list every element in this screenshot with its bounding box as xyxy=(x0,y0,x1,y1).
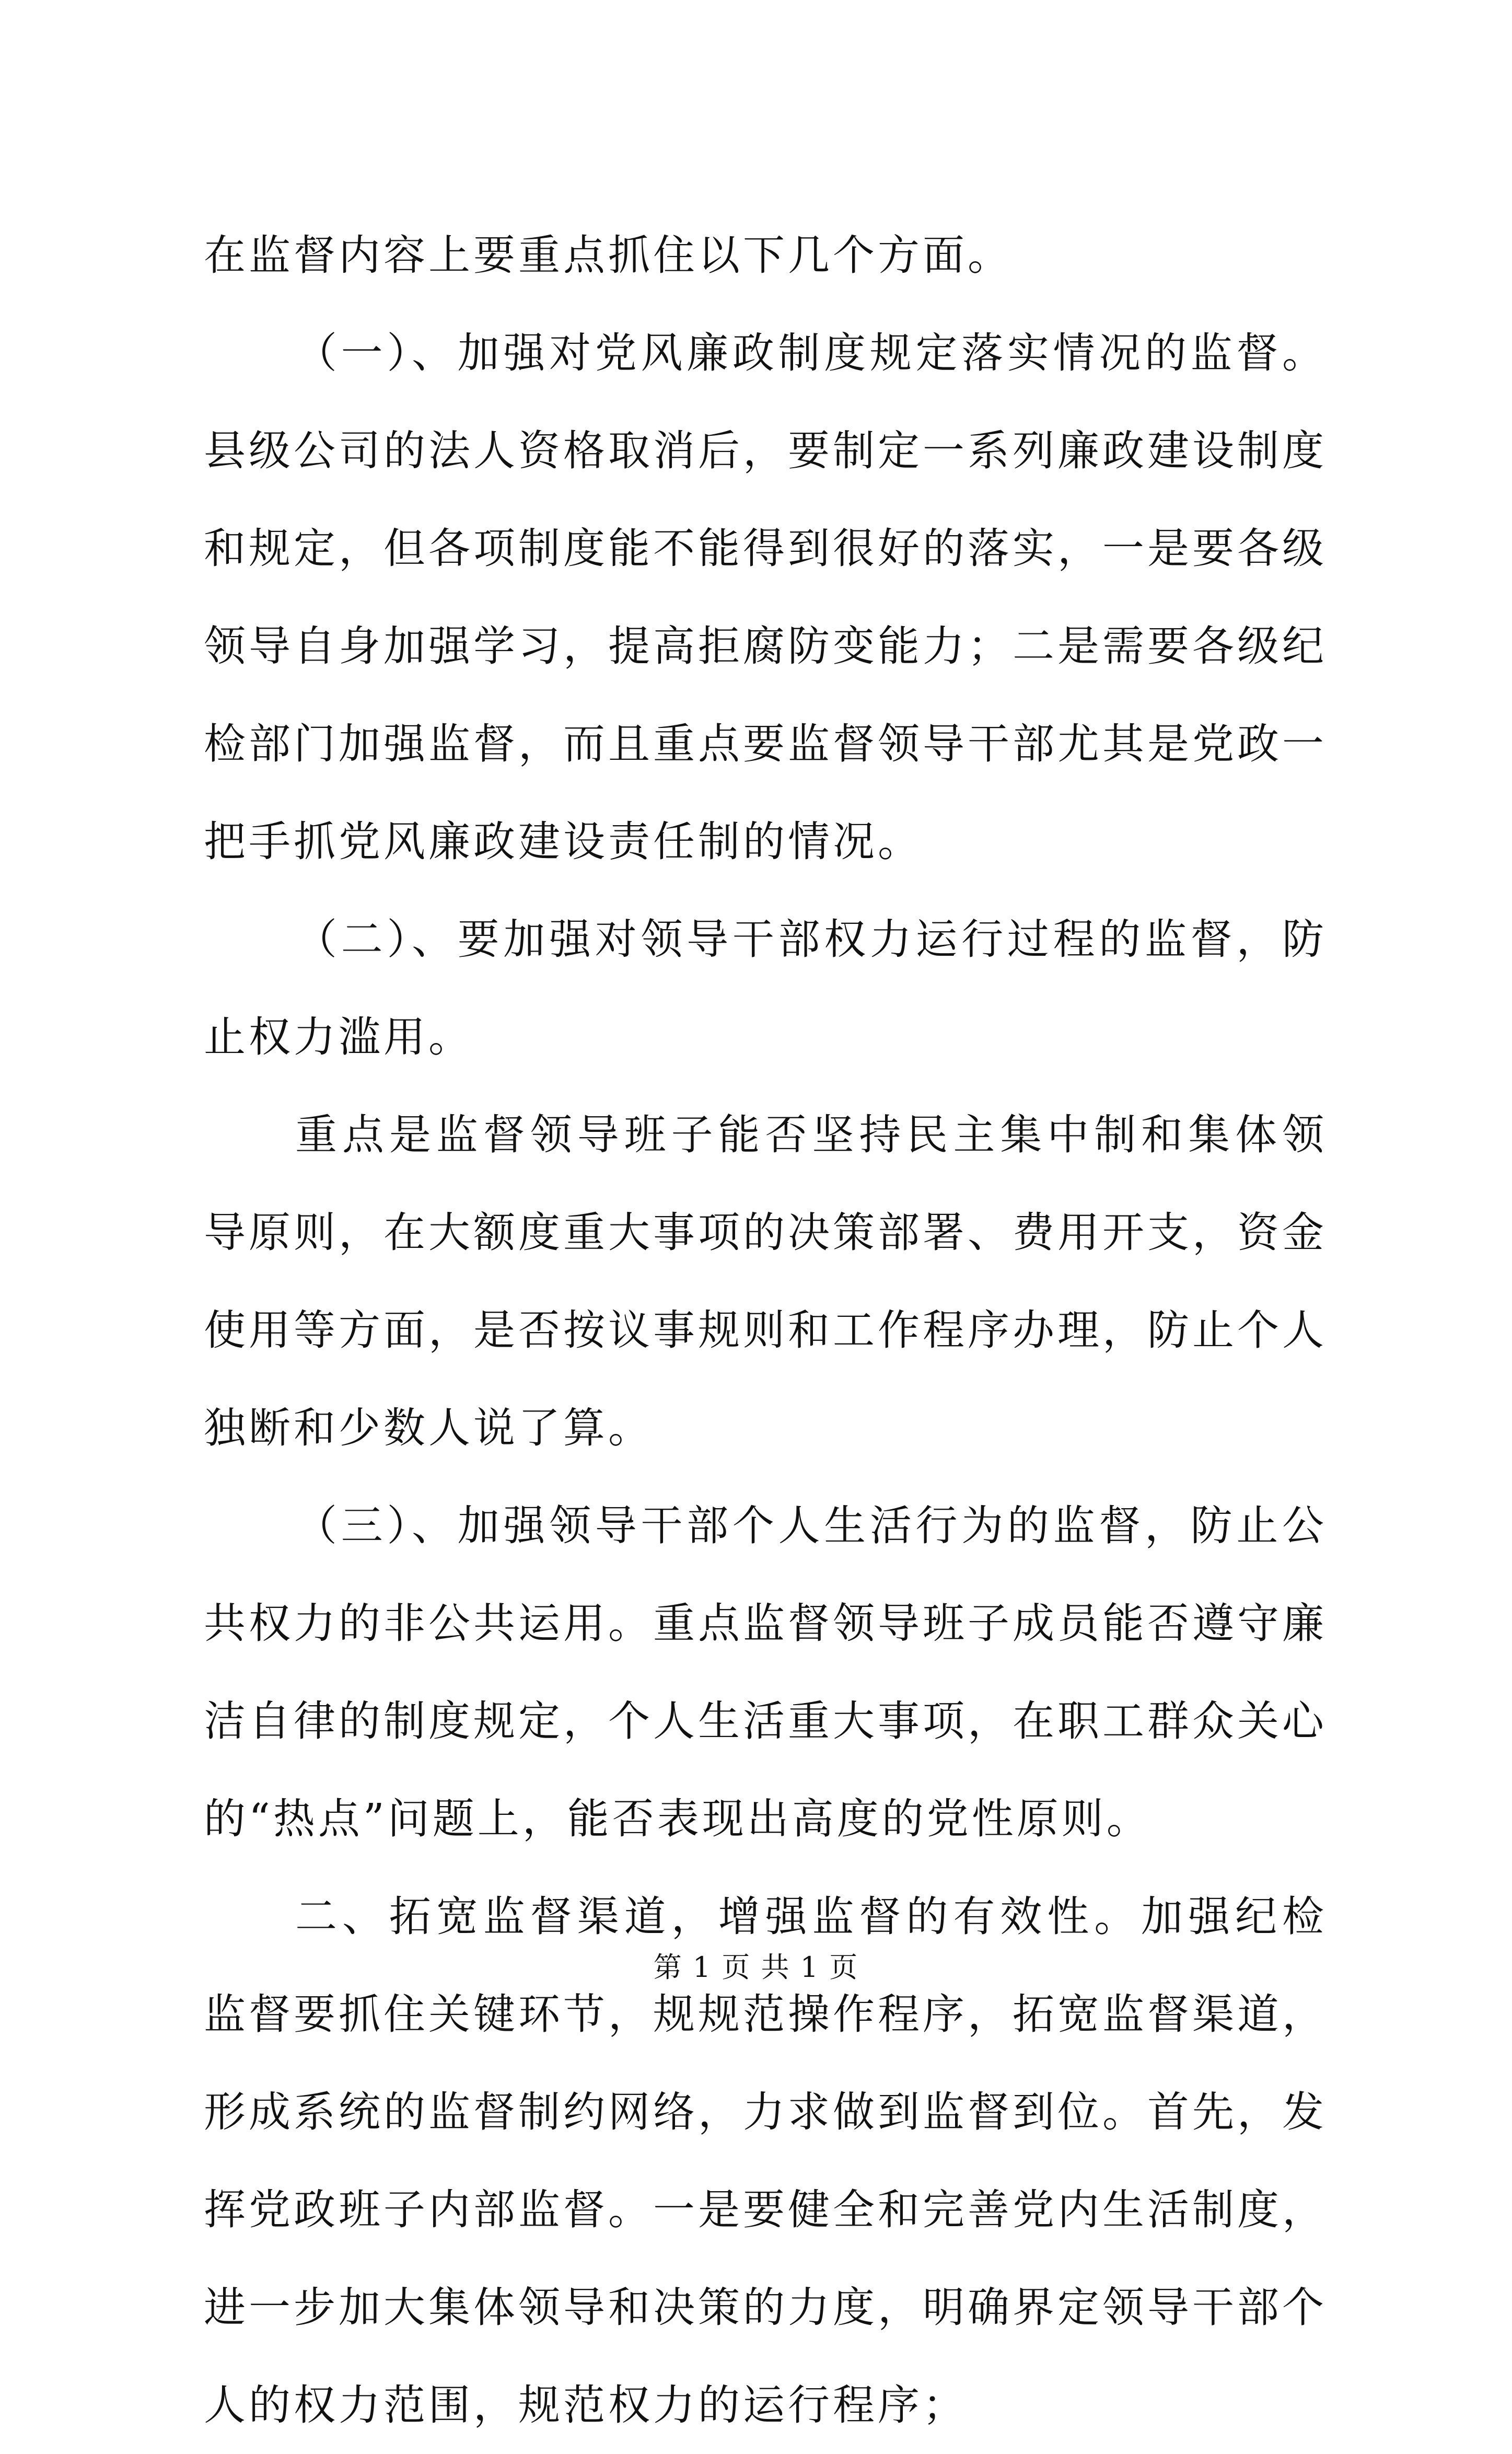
paragraph-section-1: （一）、加强对党风廉政制度规定落实情况的监督。县级公司的法人资格取消后，要制定一系列廉政建设制度和规定，但各项制度能不能得到很好的落实，一是要各级领导自身加强学习，提高拒腐防变能力；二是需要各级纪检部门加强监督，而且重点要监督领导干部尤其是党政一把手抓党风廉政建设责任制的情况。 xyxy=(204,329,1327,866)
paragraph-section-3: （三）、加强领导干部个人生活行为的监督，防止公共权力的非公共运用。重点监督领导班子成员能否遵守廉洁自律的制度规定，个人生活重大事项，在职工群众关心的“热点”问题上，能否表现出高度的党性原则。 xyxy=(204,1501,1327,1843)
paragraph-section-2-detail: 重点是监督领导班子能否坚持民主集中制和集体领导原则，在大额度重大事项的决策部署、费用开支，资金使用等方面，是否按议事规则和工作程序办理，防止个人独断和少数人说了算。 xyxy=(204,1110,1327,1452)
page-number-label: 第 1 页 共 1 页 xyxy=(653,1951,859,1984)
paragraph-section-2: （二）、要加强对领导干部权力运行过程的监督，防止权力滥用。 xyxy=(204,915,1327,1061)
document-body xyxy=(204,206,1327,2454)
paragraph-part-2: 二、拓宽监督渠道，增强监督的有效性。加强纪检监督要抓住关键环节，规规范操作程序，拓宽监督渠道，形成系统的监督制约网络，力求做到监督到位。首先，发挥党政班子内部监督。一是要健全和完善党内生活制度，进一步加大集体领导和决策的力度，明确界定领导干部个人的权力范围，规范权力的运行程序； xyxy=(204,1892,1327,2429)
paragraph-intro: 在监督内容上要重点抓住以下几个方面。 xyxy=(204,231,1013,280)
page-footer xyxy=(0,1949,1512,1986)
